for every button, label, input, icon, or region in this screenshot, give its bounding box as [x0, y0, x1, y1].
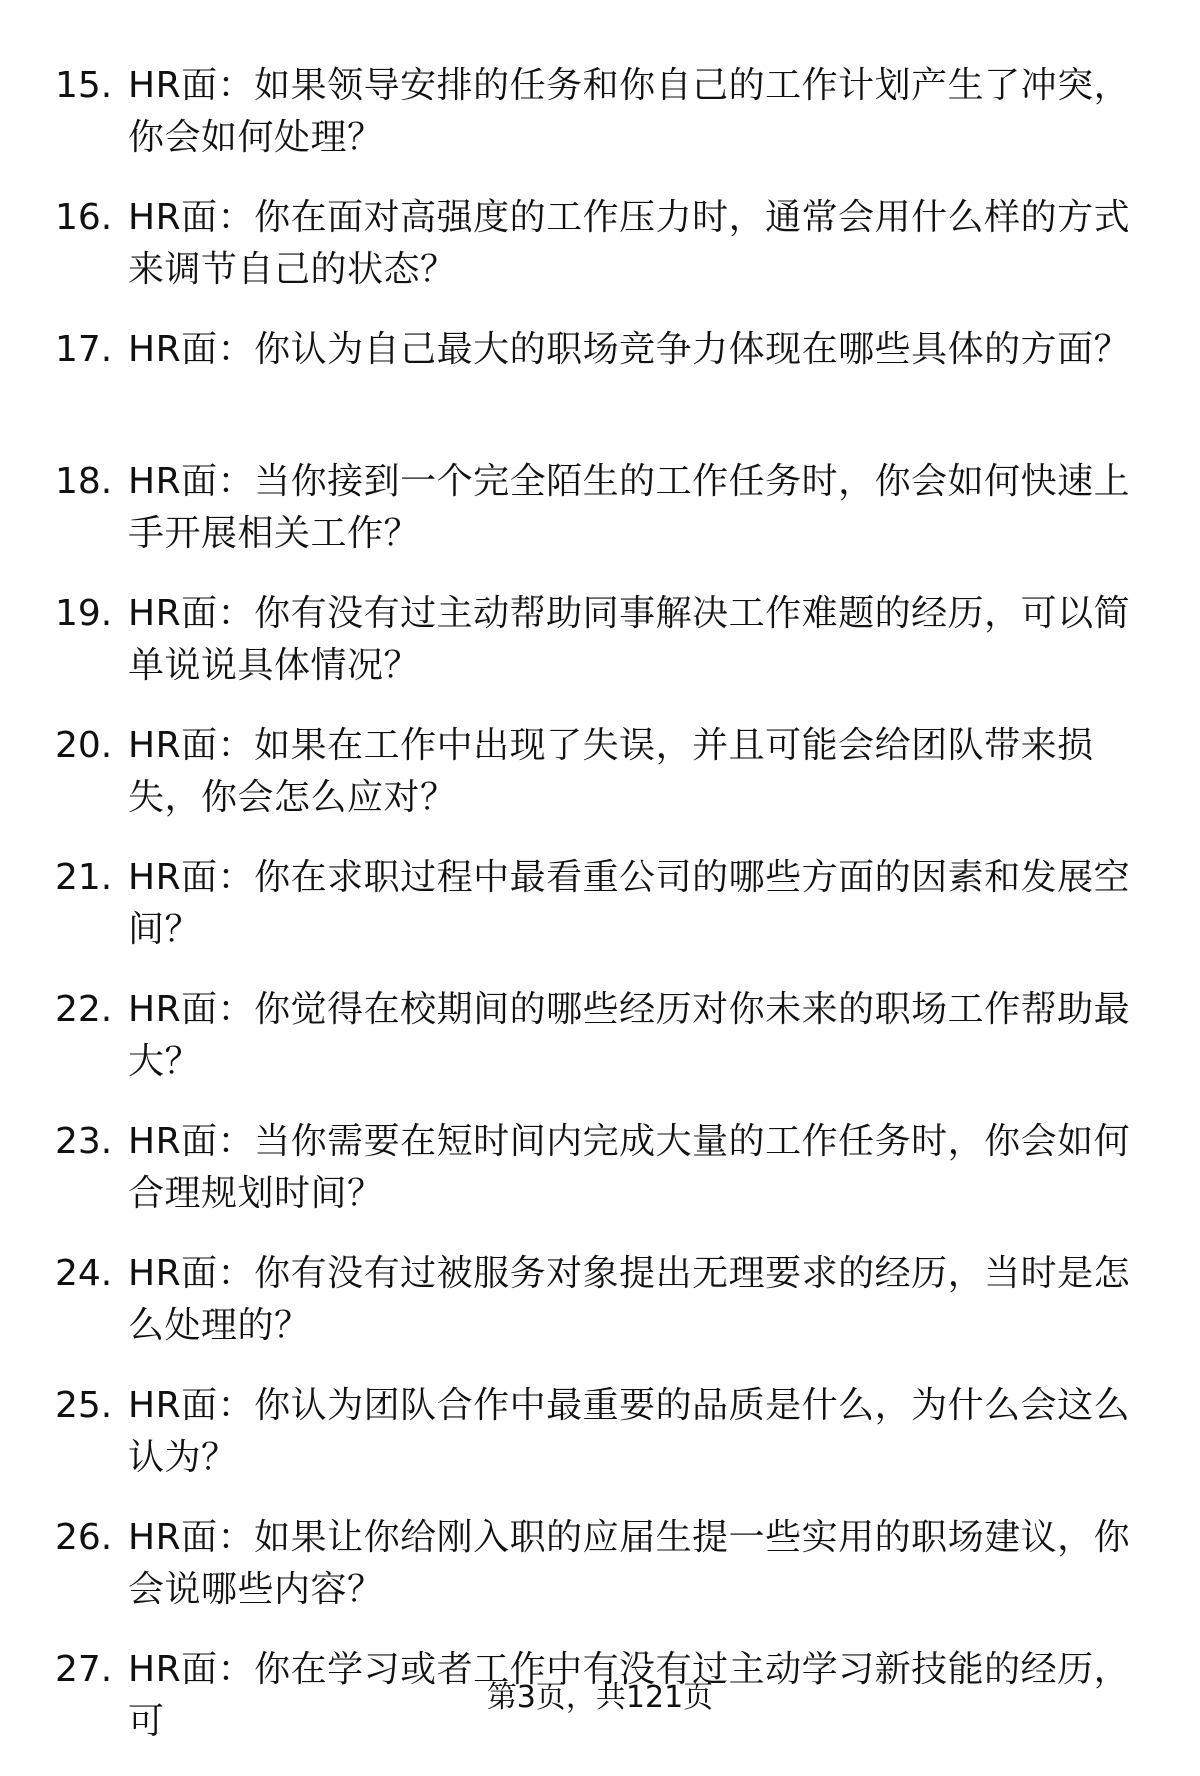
question-text: HR面：你在学习或者工作中有没有过主动学习新技能的经历，可 — [128, 1649, 1131, 1742]
question-text: HR面：当你需要在短时间内完成大量的工作任务时，你会如何合理规划时间？ — [128, 1121, 1131, 1214]
question-item — [0, 1116, 1200, 1248]
question-number: 24. — [55, 1253, 113, 1294]
question-item — [0, 1248, 1200, 1380]
question-number: 18. — [55, 461, 113, 502]
question-number: 16. — [55, 197, 113, 238]
question-item — [0, 456, 1200, 588]
question-text: HR面：你在求职过程中最看重公司的哪些方面的因素和发展空间？ — [128, 857, 1131, 950]
question-text: HR面：当你接到一个完全陌生的工作任务时，你会如何快速上手开展相关工作？ — [128, 461, 1131, 554]
question-number: 20. — [55, 725, 113, 766]
question-text: HR面：你认为团队合作中最重要的品质是什么，为什么会这么认为？ — [128, 1385, 1131, 1478]
question-number: 19. — [55, 593, 113, 634]
question-text: HR面：你觉得在校期间的哪些经历对你未来的职场工作帮助最大？ — [128, 989, 1131, 1082]
question-number: 17. — [55, 329, 113, 370]
question-number: 27. — [55, 1649, 113, 1690]
question-item — [0, 1380, 1200, 1512]
question-item — [0, 984, 1200, 1116]
question-text: HR面：你有没有过被服务对象提出无理要求的经历，当时是怎么处理的？ — [128, 1253, 1131, 1346]
question-text: HR面：你有没有过主动帮助同事解决工作难题的经历，可以简单说说具体情况？ — [128, 593, 1131, 686]
question-item — [0, 588, 1200, 720]
question-text: HR面：如果领导安排的任务和你自己的工作计划产生了冲突，你会如何处理？ — [128, 65, 1131, 158]
question-item — [0, 192, 1200, 324]
question-text: HR面：如果让你给刚入职的应届生提一些实用的职场建议，你会说哪些内容？ — [128, 1517, 1131, 1610]
question-number: 21. — [55, 857, 113, 898]
question-number: 22. — [55, 989, 113, 1030]
page-footer: 第3页，共121页 — [486, 1680, 714, 1715]
question-number: 26. — [55, 1517, 113, 1558]
question-item — [0, 720, 1200, 852]
question-list — [0, 60, 1200, 1776]
question-text: HR面：你在面对高强度的工作压力时，通常会用什么样的方式来调节自己的状态？ — [128, 197, 1131, 290]
question-text: HR面：你认为自己最大的职场竞争力体现在哪些具体的方面？ — [128, 329, 1131, 370]
question-number: 23. — [55, 1121, 113, 1162]
question-item — [0, 324, 1200, 456]
question-item — [0, 852, 1200, 984]
question-item — [0, 1512, 1200, 1644]
question-number: 25. — [55, 1385, 113, 1426]
question-number: 15. — [55, 65, 113, 106]
question-text: HR面：如果在工作中出现了失误，并且可能会给团队带来损失，你会怎么应对？ — [128, 725, 1094, 818]
question-item — [0, 60, 1200, 192]
